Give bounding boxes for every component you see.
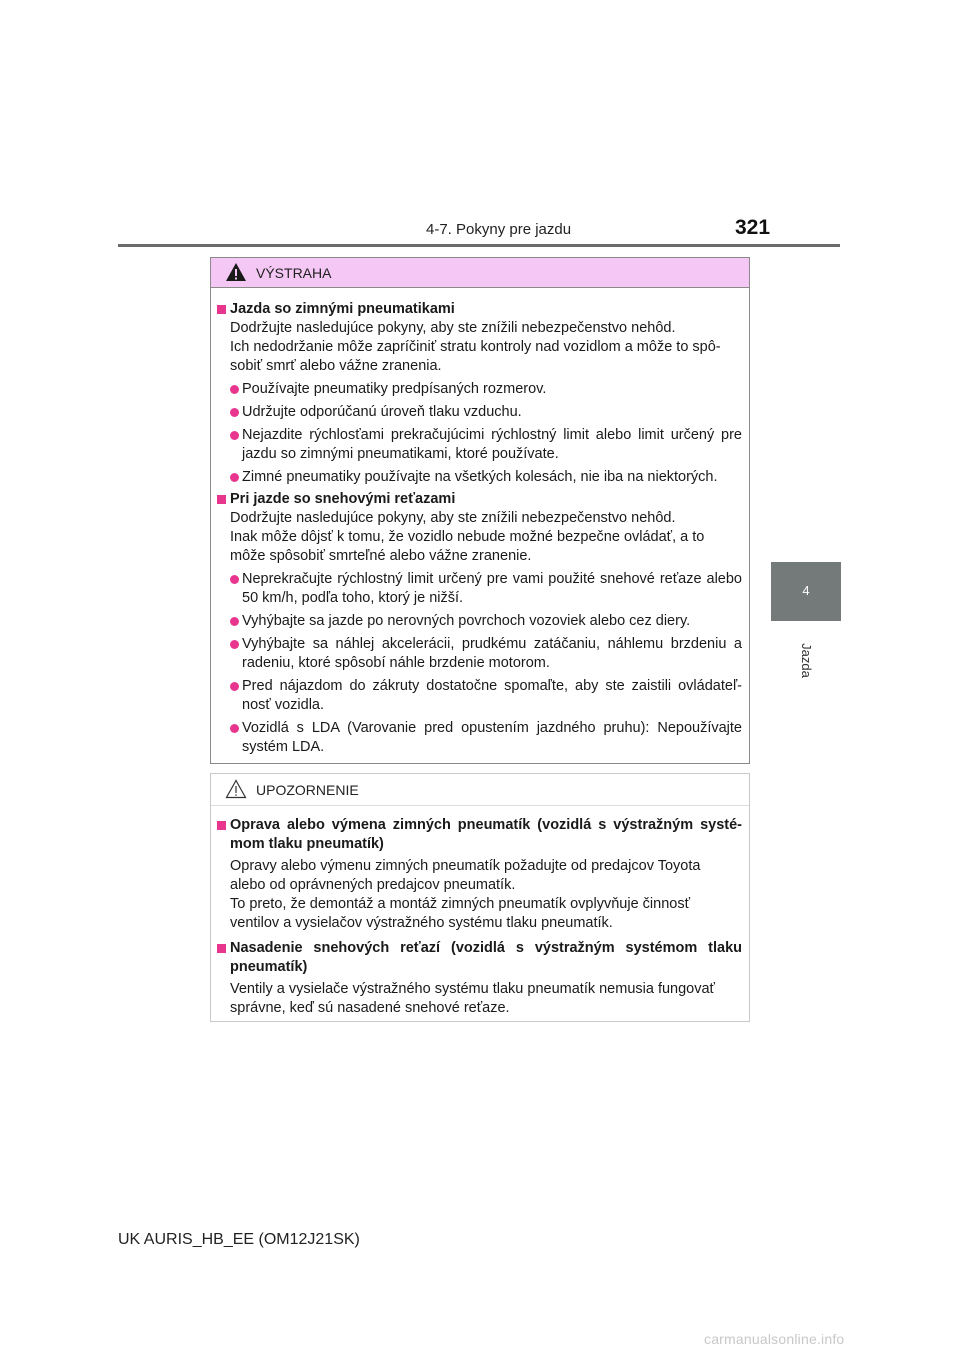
watermark: carmanualsonline.info xyxy=(704,1331,845,1347)
list-item-text: Zimné pneumatiky používajte na všetkých kolesách, nie iba na niektorých. xyxy=(242,469,718,485)
chapter-label-text: Jazda xyxy=(798,642,814,678)
warning-header xyxy=(211,258,749,288)
list-item xyxy=(217,468,742,487)
chapter-label xyxy=(781,630,831,690)
section-heading-text: Pri jazde so snehovými reťazami xyxy=(230,491,456,507)
warning-body xyxy=(211,288,749,757)
circle-bullet-icon xyxy=(230,617,239,626)
warning-box xyxy=(210,257,750,764)
section-text: Ventily a vysielače výstražného systému tlaku pneumatík nemusia fungovať správne, keď sú nasadené snehové reťaze. xyxy=(230,981,715,1016)
list-item-text: Pred nájazdom do zákruty dostatočne spomaľte, aby ste zaistili ovládateľ-nosť vozidla. xyxy=(242,678,742,713)
section-heading xyxy=(217,939,742,977)
circle-bullet-icon xyxy=(230,640,239,649)
circle-bullet-icon xyxy=(230,385,239,394)
list-item xyxy=(217,426,742,464)
circle-bullet-icon xyxy=(230,408,239,417)
caution-body xyxy=(211,806,749,1018)
list-item xyxy=(217,719,742,757)
caution-triangle-icon xyxy=(225,779,247,799)
list-item-text: Používajte pneumatiky predpísaných rozmerov. xyxy=(242,381,547,397)
chapter-number: 4 xyxy=(802,583,810,598)
list-item xyxy=(217,635,742,673)
document-code: UK AURIS_HB_EE (OM12J21SK) xyxy=(118,1231,360,1248)
circle-bullet-icon xyxy=(230,724,239,733)
list-item xyxy=(217,570,742,608)
square-bullet-icon xyxy=(217,944,226,953)
list-item xyxy=(217,380,742,399)
chapter-tab xyxy=(771,562,841,621)
list-item xyxy=(217,612,742,631)
list-item-text: Udržujte odporúčanú úroveň tlaku vzduchu. xyxy=(242,404,522,420)
circle-bullet-icon xyxy=(230,431,239,440)
section-text: Dodržujte nasledujúce pokyny, aby ste znížili nebezpečenstvo nehôd. Ich nedodržanie môže zapríčiniť stratu kontroly nad vozidlom a môže to spô- sobiť smrť alebo vážne zranenia. xyxy=(230,320,721,374)
section-heading xyxy=(217,300,742,319)
list-item-text: Vozidlá s LDA (Varovanie pred opustením jazdného pruhu): Nepoužívajte systém LDA. xyxy=(242,720,742,755)
section-heading xyxy=(217,816,742,854)
section-heading-text: Oprava alebo výmena zimných pneumatík (vozidlá s výstražným systé-mom tlaku pneumatík) xyxy=(230,817,742,852)
section-heading xyxy=(217,490,742,509)
square-bullet-icon xyxy=(217,305,226,314)
section-heading-text: Nasadenie snehových reťazí (vozidlá s výstražným systémom tlaku pneumatík) xyxy=(230,940,742,975)
section-text: Opravy alebo výmenu zimných pneumatík požadujte od predajcov Toyota alebo od oprávnených predajcov pneumatík. To preto, že demontáž a montáž zimných pneumatík ovplyvňuje činnosť ventilov a vysielačov výstražného systému tlaku pneumatík. xyxy=(230,858,701,931)
warning-title: VÝSTRAHA xyxy=(256,265,332,281)
section-title: 4-7. Pokyny pre jazdu xyxy=(426,221,572,238)
section-text: Dodržujte nasledujúce pokyny, aby ste znížili nebezpečenstvo nehôd. Inak môže dôjsť k tomu, že vozidlo nebude možné bezpečne ovládať, a to môže spôsobiť smrteľné alebo vážne zranenie. xyxy=(230,510,705,564)
circle-bullet-icon xyxy=(230,575,239,584)
square-bullet-icon xyxy=(217,495,226,504)
caution-header xyxy=(211,774,749,806)
list-item-text: Vyhýbajte sa náhlej akcelerácii, prudkému zatáčaniu, náhlemu brzdeniu a radeniu, ktoré spôsobí náhle brzdenie motorom. xyxy=(242,636,742,671)
caution-box xyxy=(210,773,750,1022)
header-divider xyxy=(118,244,840,247)
list-item xyxy=(217,403,742,422)
circle-bullet-icon xyxy=(230,682,239,691)
list-item-text: Vyhýbajte sa jazde po nerovných povrchoch vozoviek alebo cez diery. xyxy=(242,613,691,629)
square-bullet-icon xyxy=(217,821,226,830)
caution-title: UPOZORNENIE xyxy=(256,782,359,798)
page-number: 321 xyxy=(735,216,771,239)
section-heading-text: Jazda so zimnými pneumatikami xyxy=(230,301,455,317)
circle-bullet-icon xyxy=(230,473,239,482)
list-item-text: Neprekračujte rýchlostný limit určený pre vami použité snehové reťaze alebo 50 km/h, podľa toho, ktorý je nižší. xyxy=(242,571,742,606)
list-item-text: Nejazdite rýchlosťami prekračujúcimi rýchlostný limit alebo limit určený pre jazdu so zimnými pneumatikami, ktoré používate. xyxy=(242,427,742,462)
list-item xyxy=(217,677,742,715)
warning-triangle-icon xyxy=(225,262,247,282)
